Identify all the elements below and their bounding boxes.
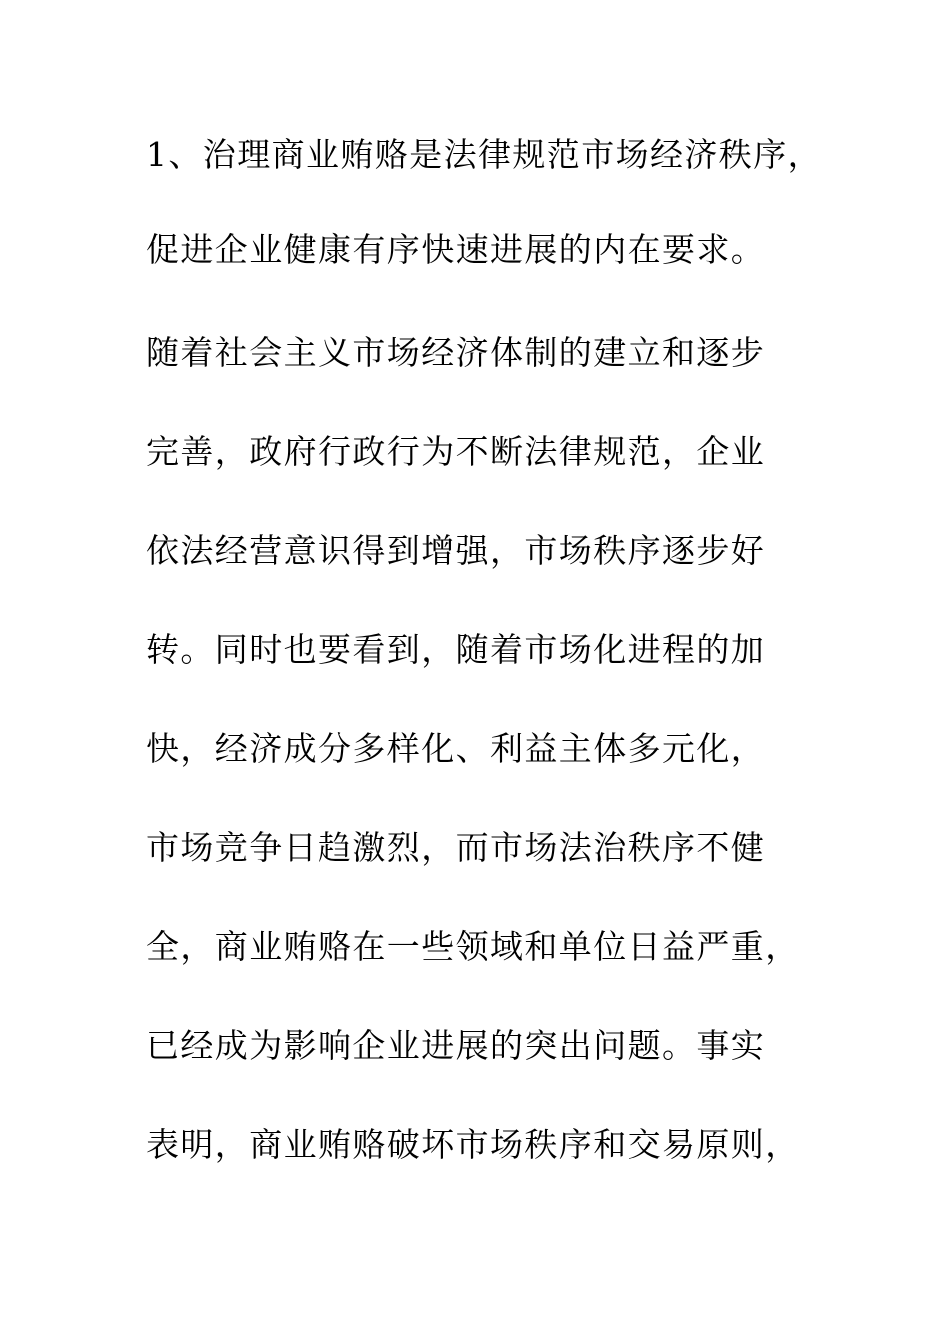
text-line-4: 完善，政府行政行为不断法律规范，企业 (146, 432, 766, 471)
text-line-2: 促进企业健康有序快速进展的内在要求。 (146, 230, 766, 269)
text-line-8: 市场竞争日趋激烈，而市场法治秩序不健 (146, 828, 766, 867)
text-line-9: 全，商业贿赂在一些领域和单位日益严重， (146, 927, 800, 966)
text-line-10: 已经成为影响企业进展的突出问题。事实 (146, 1026, 766, 1065)
text-line-6: 转。同时也要看到，随着市场化进程的加 (146, 630, 766, 669)
text-line-1: 1、治理商业贿赂是法律规范市场经济秩序， (146, 135, 822, 174)
text-line-5: 依法经营意识得到增强，市场秩序逐步好 (146, 531, 766, 570)
text-line-3: 随着社会主义市场经济体制的建立和逐步 (146, 333, 766, 372)
text-line-7: 快，经济成分多样化、利益主体多元化， (146, 729, 766, 768)
text-line-11: 表明，商业贿赂破坏市场秩序和交易原则， (146, 1125, 800, 1164)
